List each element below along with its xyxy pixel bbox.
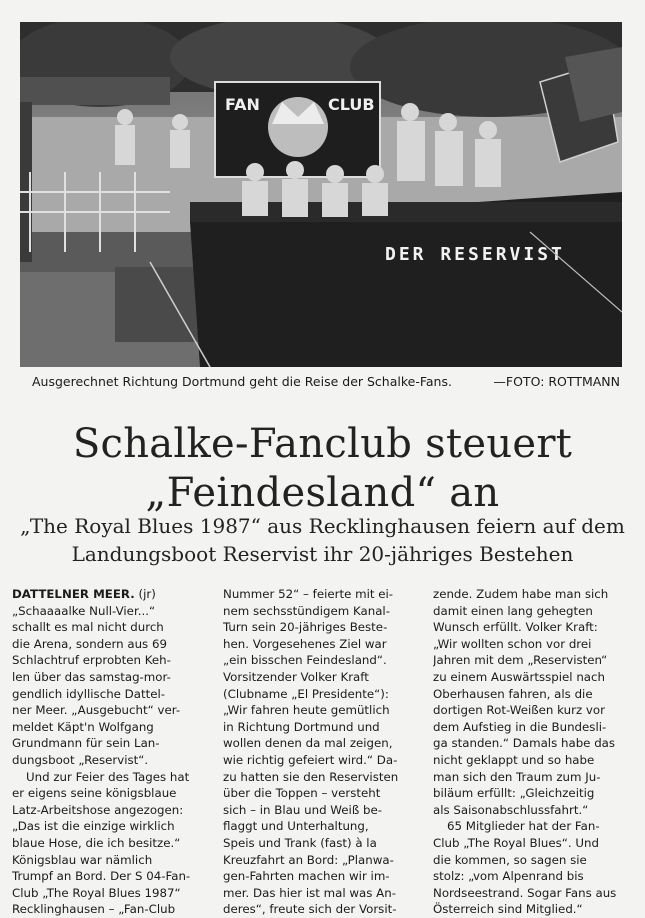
article-line: Österreich sind Mitglied.“ (433, 902, 583, 917)
article-column-1 (12, 586, 210, 918)
caption-text: Ausgerechnet Richtung Dortmund geht die Reise der Schalke-Fans. (32, 374, 452, 389)
article-line: blaue Hose, die ich besitze.“ (12, 835, 181, 850)
article-line: Oberhausen fahren, als die (433, 686, 593, 701)
article-line: stolz: „vom Alpenrand bis (433, 869, 584, 884)
photo-caption (20, 372, 622, 392)
boat-scene-illustration (20, 22, 622, 367)
article-line: Nummer 52“ – feierte mit ei- (223, 587, 394, 601)
article-line: Königsblau war nämlich (12, 852, 153, 867)
article-line: meldet Käpt'n Wolfgang (12, 719, 154, 734)
banner-club-text: CLUB (328, 95, 375, 114)
headline (0, 420, 645, 518)
article-line: dungsboot „Reservist“. (12, 752, 149, 767)
article-line: „ein bisschen Feindesland“. (223, 653, 387, 668)
article-line: flaggt und Unterhaltung, (223, 819, 369, 834)
article-line: Wunsch erfüllt. Volker Kraft: (433, 620, 598, 635)
article-line: Speis und Trank (fast) à la (223, 835, 377, 850)
photo-credit: —FOTO: ROTTMANN (493, 374, 620, 389)
article-line: gen-Fahrten machen wir im- (223, 869, 390, 884)
article-line: 65 Mitglieder hat der Fan- (447, 819, 600, 834)
article-line: „Das ist die einzige wirklich (12, 819, 175, 834)
article-line: dortigen Rot-Weißen kurz vor (433, 703, 605, 718)
article-line: len über das samstag-mor- (12, 669, 171, 684)
article-line: als Saisonabschlussfahrt.“ (433, 802, 589, 817)
article-line: hen. Vorgesehenes Ziel war (223, 636, 387, 651)
article-line: sich – in Blau und Weiß be- (223, 802, 382, 817)
article-line: Grundmann für sein Lan- (12, 736, 160, 751)
dateline: DATTELNER MEER. (12, 587, 135, 601)
article-line: zu hatten sie den Reservisten (223, 769, 399, 784)
article-line: „Schaaaalke Null-Vier...“ (12, 603, 156, 618)
news-photo (20, 22, 622, 367)
article-line: nem sechsstündigem Kanal- (223, 603, 390, 618)
article-line: Und zur Feier des Tages hat (26, 769, 190, 784)
article-line: gendlich idyllische Dattel- (12, 686, 166, 701)
article-line: in Richtung Dortmund und (223, 719, 380, 734)
banner-fan-text: FAN (225, 95, 260, 114)
article-line: Club „The Royal Blues“. Und (433, 835, 599, 850)
headline-line-2: „Feindesland“ an (145, 470, 500, 516)
article-line: deres“, freute sich der Vorsit- (223, 902, 397, 917)
article-line: ga standen.“ Damals habe das (433, 736, 616, 751)
article-line: man sich den Traum zum Ju- (433, 769, 601, 784)
article-line: Recklinghausen – „Fan-Club (12, 902, 176, 917)
article-line: Schlachtruf erprobten Keh- (12, 653, 171, 668)
article-line: Trumpf an Bord. Der S 04-Fan- (12, 869, 191, 884)
subheadline (0, 512, 645, 568)
article-line: die kommen, so sagen sie (433, 852, 587, 867)
article-line: die Arena, sondern aus 69 (12, 636, 167, 651)
article-line: schallt es mal nicht durch (12, 620, 164, 635)
author-tag: (jr) (134, 587, 156, 601)
article-line: er eigens seine königsblaue (12, 786, 177, 801)
article-line: mer. Das hier ist mal was An- (223, 885, 396, 900)
article-line: über die Toppen – versteht (223, 786, 381, 801)
headline-line-1: Schalke-Fanclub steuert (72, 421, 573, 467)
article-line: dem Aufstieg in die Bundesli- (433, 719, 607, 734)
article-line: wie richtig gefeiert wird.“ Da- (223, 752, 398, 767)
article-line: Vorsitzender Volker Kraft (223, 669, 369, 684)
article-line: zende. Zudem habe man sich (433, 587, 609, 601)
article-line: Club „The Royal Blues 1987“ (12, 885, 181, 900)
article-line: nicht geklappt und so habe (433, 752, 595, 767)
subheadline-line-1: „The Royal Blues 1987“ aus Recklinghausen feiern auf dem (20, 514, 625, 538)
article-line: Latz-Arbeitshose angezogen: (12, 802, 184, 817)
article-line: Jahren mit dem „Reservisten“ (433, 653, 608, 668)
article-line: „Wir fahren heute gemütlich (223, 703, 390, 718)
article-column-2 (223, 586, 421, 918)
article-line: Kreuzfahrt an Bord: „Planwa- (223, 852, 394, 867)
article-line: Nordseestrand. Sogar Fans aus (433, 885, 617, 900)
article-line: zu einem Auswärtsspiel nach (433, 669, 605, 684)
article-line: damit einen lang gehegten (433, 603, 593, 618)
article-line: wollen denen da mal zeigen, (223, 736, 393, 751)
subheadline-line-2: Landungsboot Reservist ihr 20-jähriges Bestehen (71, 542, 574, 566)
article-column-3 (433, 586, 631, 918)
article-line: biläum erfüllt: „Gleichzeitig (433, 786, 595, 801)
article-line: Turn sein 20-jähriges Beste- (223, 620, 388, 635)
article-line: ner Meer. „Ausgebucht“ ver- (12, 703, 181, 718)
article-line: „Wir wollten schon vor drei (433, 636, 592, 651)
boat-name-text: DER RESERVIST (385, 244, 565, 265)
article-line: (Clubname „El Presidente“): (223, 686, 389, 701)
